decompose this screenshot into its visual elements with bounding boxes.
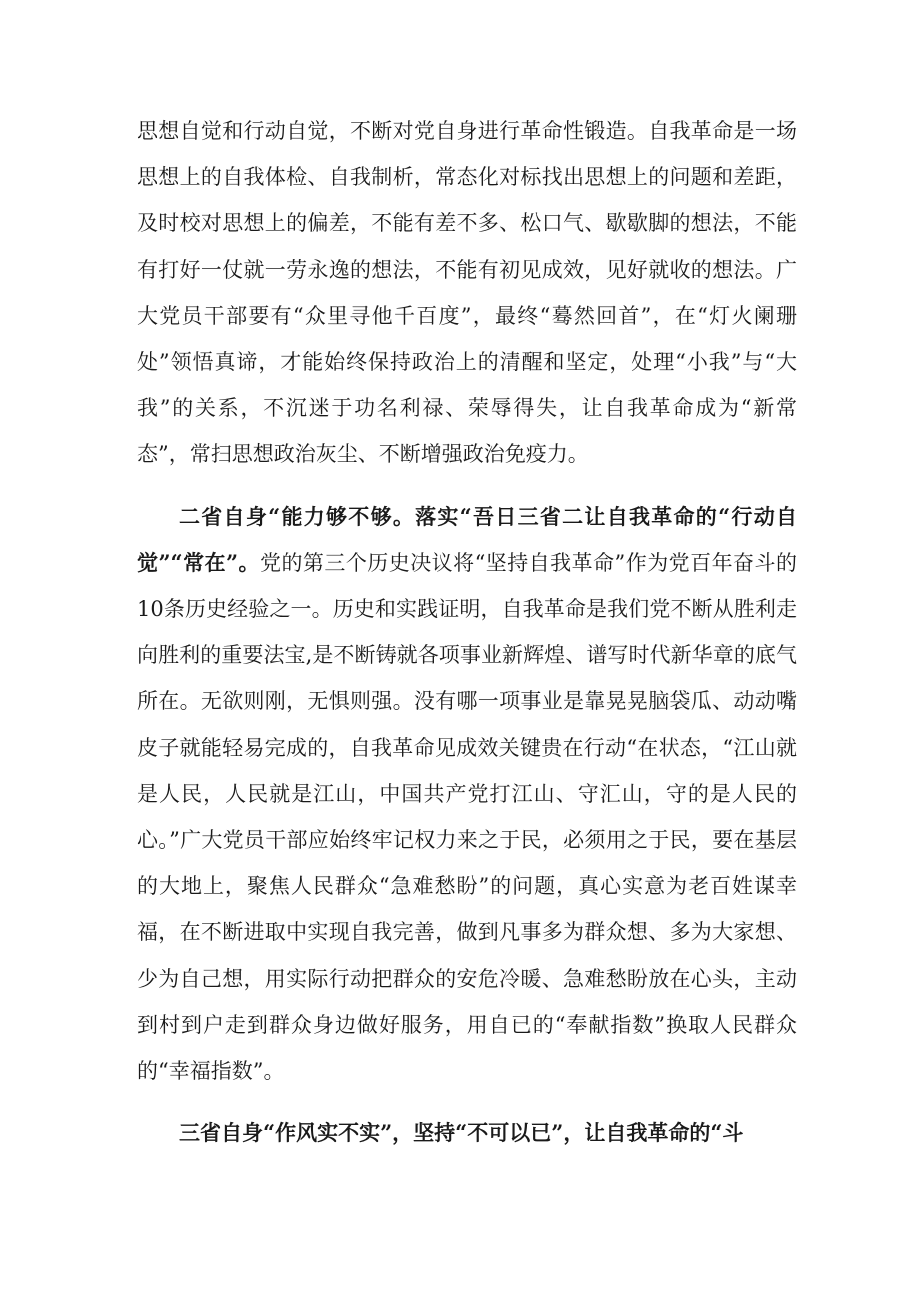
- paragraph-continuation: [137, 108, 797, 478]
- paragraph-1-text: 思想自觉和行动自觉，不断对党自身进行革命性锻造。自我革命是一场思想上的自我体检、自我制析，常态化对标找出思想上的问题和差距，及时校对思想上的偏差，不能有差不多、松口气、歇歇脚的想法，不能有打好一仗就一劳永逸的想法，不能有初见成效，见好就收的想法。广大党员干部要有“众里寻他千百度”，最终“蓦然回首”，在“灯火阑珊处”领悟真谛，才能始终保持政治上的清醒和坚定，处理“小我”与“大我”的关系，不沉迷于功名利禄、荣辱得失，让自我革命成为“新常态”，常扫思想政治灰尘、不断增强政治免疫力。: [137, 119, 797, 467]
- paragraph-third-reflection: [137, 1110, 797, 1156]
- paragraph-2-text: 党的第三个历史决议将“坚持自我革命”作为党百年奋斗的10条历史经验之一。历史和实践证明，自我革命是我们党不断从胜利走向胜利的重要法宝,是不断铸就各项事业新辉煌、谱写时代新华章的底气所在。无欲则刚，无惧则强。没有哪一项事业是靠晃晃脑袋瓜、动动嘴皮子就能轻易完成的，自我革命见成效关键贵在行动“在状态，“江山就是人民，人民就是江山，中国共产党打江山、守汇山，守的是人民的心。”广大党员干部应始终牢记权力来之于民，必须用之于民，要在基层的大地上，聚焦人民群众“急难愁盼”的问题，真心实意为老百姓谋幸福，在不断进取中实现自我完善，做到凡事多为群众想、多为大家想、少为自己想，用实际行动把群众的安危冷暖、急难愁盼放在心头，主动到村到户走到群众身边做好服务，用自已的“奉献指数”换取人民群众的“幸福指数”。: [137, 550, 797, 1084]
- paragraph-second-reflection: [137, 494, 797, 1095]
- document-body: [137, 108, 797, 1156]
- paragraph-2-heading: 二省自身“能力够不够。落实“吾日三省二让自我革命的“行动自觉”“常在”。: [137, 503, 797, 575]
- paragraph-3-heading: 三省自身“作风实不实”，坚持“不可以已”，让自我革命的“斗: [179, 1120, 744, 1146]
